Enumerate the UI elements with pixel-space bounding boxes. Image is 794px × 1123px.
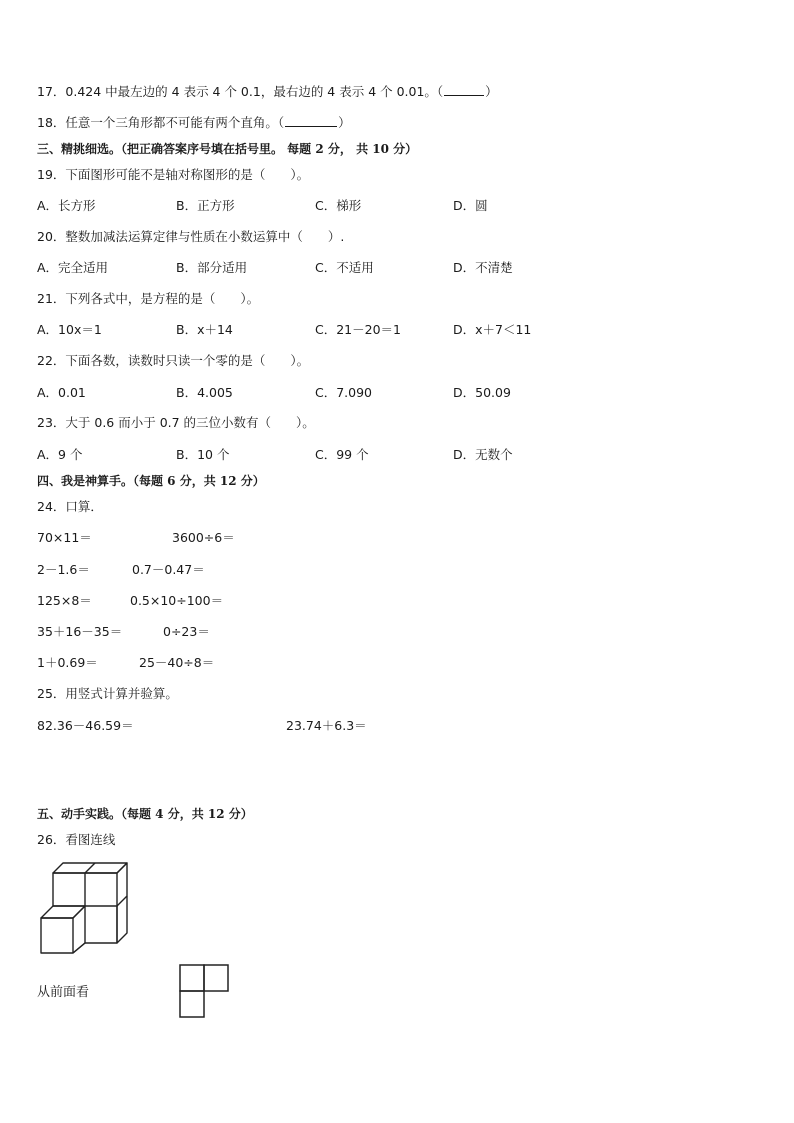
question-19-option-c[interactable]: C．梯形 <box>315 198 362 213</box>
front-view-grid[interactable] <box>179 964 231 1018</box>
vertical-calc-item: 23.74＋6.3＝ <box>286 718 367 733</box>
question-21-option-a[interactable]: A．10x＝1 <box>37 322 102 337</box>
question-19-option-d[interactable]: D．圆 <box>453 198 488 213</box>
mental-math-item: 70×11＝ <box>37 530 92 545</box>
view-label-front: 从前面看 <box>37 985 90 1000</box>
mental-math-item: 0.7－0.47＝ <box>132 562 205 577</box>
question-19-option-a[interactable]: A．长方形 <box>37 198 96 213</box>
question-19-stem: 19．下面图形可能不是轴对称图形的是（ ）。 <box>37 167 310 182</box>
question-21-option-d[interactable]: D．x＋7＜11 <box>453 322 532 337</box>
answer-blank-17[interactable] <box>444 84 484 96</box>
vertical-calc-item: 82.36－46.59＝ <box>37 718 134 733</box>
question-20-stem: 20．整数加减法运算定律与性质在小数运算中（ ）. <box>37 229 345 244</box>
mental-math-item: 0.5×10÷100＝ <box>130 593 224 608</box>
question-22-option-b[interactable]: B．4.005 <box>176 385 233 400</box>
question-23-option-a[interactable]: A．9 个 <box>37 447 83 462</box>
question-20-option-b[interactable]: B．部分适用 <box>176 260 248 275</box>
question-23-option-b[interactable]: B．10 个 <box>176 447 230 462</box>
question-20-option-d[interactable]: D．不清楚 <box>453 260 513 275</box>
section-5-title: 五、动手实践。（每题 4 分，共 12 分） <box>37 807 253 821</box>
question-26-stem: 26．看图连线 <box>37 832 116 847</box>
mental-math-item: 1＋0.69＝ <box>37 655 98 670</box>
cube-stack-figure <box>38 858 138 958</box>
section-4-title: 四、我是神算手。（每题 6 分，共 12 分） <box>37 474 265 488</box>
question-20-option-a[interactable]: A．完全适用 <box>37 260 109 275</box>
question-17-close: ） <box>485 84 498 99</box>
mental-math-item: 35＋16－35＝ <box>37 624 123 639</box>
question-22-option-a[interactable]: A．0.01 <box>37 385 86 400</box>
mental-math-item: 25－40÷8＝ <box>139 655 215 670</box>
mental-math-item: 125×8＝ <box>37 593 92 608</box>
question-22-option-d[interactable]: D．50.09 <box>453 385 511 400</box>
question-22-stem: 22．下面各数，读数时只读一个零的是（ ）。 <box>37 353 310 368</box>
question-20-option-c[interactable]: C．不适用 <box>315 260 374 275</box>
question-21-option-b[interactable]: B．x＋14 <box>176 322 233 337</box>
mental-math-item: 2－1.6＝ <box>37 562 90 577</box>
question-21-stem: 21．下列各式中，是方程的是（ ）。 <box>37 291 260 306</box>
section-3-title: 三、精挑细选。（把正确答案序号填在括号里。 每题 2 分， 共 10 分） <box>37 142 418 156</box>
mental-math-item: 3600÷6＝ <box>172 530 235 545</box>
mental-math-item: 0÷23＝ <box>163 624 210 639</box>
question-23-stem: 23．大于 0.6 而小于 0.7 的三位小数有（ ）。 <box>37 415 315 430</box>
answer-blank-18[interactable] <box>285 115 337 127</box>
question-18-close: ） <box>338 115 351 130</box>
question-24-stem: 24．口算． <box>37 499 103 514</box>
question-18-text: 18．任意一个三角形都不可能有两个直角。（ <box>37 115 285 130</box>
question-19-option-b[interactable]: B．正方形 <box>176 198 235 213</box>
question-18 <box>37 115 351 131</box>
question-22-option-c[interactable]: C．7.090 <box>315 385 373 400</box>
question-23-option-c[interactable]: C．99 个 <box>315 447 369 462</box>
question-25-stem: 25．用竖式计算并验算。 <box>37 686 178 701</box>
question-17-text: 17．0.424 中最左边的 4 表示 4 个 0.1，最右边的 4 表示 4 个 0.01。（ <box>37 84 444 99</box>
question-23-option-d[interactable]: D．无数个 <box>453 447 513 462</box>
question-17 <box>37 84 498 100</box>
question-21-option-c[interactable]: C．21－20＝1 <box>315 322 401 337</box>
